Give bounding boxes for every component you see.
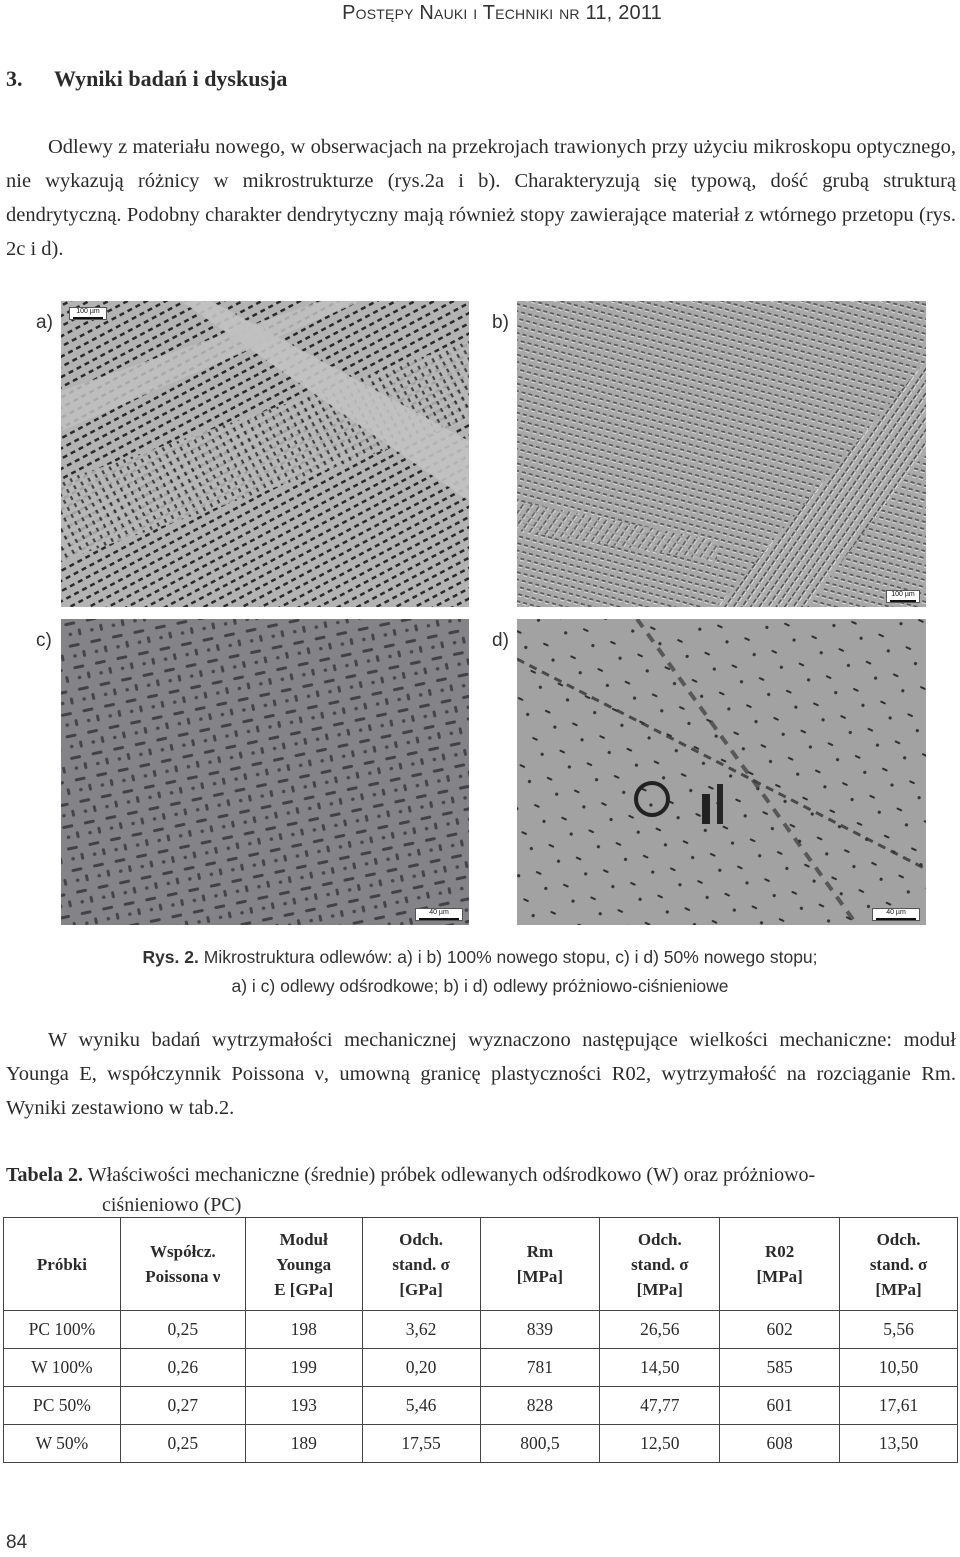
table-cell: 0,27 xyxy=(120,1387,245,1425)
column-header xyxy=(600,1218,720,1311)
panel-label-c: c) xyxy=(36,630,52,651)
table-cell: 10,50 xyxy=(840,1349,958,1387)
table-cell: 839 xyxy=(480,1311,600,1349)
table-cell: PC 100% xyxy=(4,1311,121,1349)
table-cell: 17,55 xyxy=(362,1425,480,1463)
panel-label-a: a) xyxy=(36,312,53,333)
table-cell: 189 xyxy=(245,1425,362,1463)
table-row xyxy=(4,1349,958,1387)
column-header-line: [MPa] xyxy=(875,1279,922,1299)
figure-caption xyxy=(0,943,960,1001)
table-cell: 0,25 xyxy=(120,1425,245,1463)
table-title-line-1: Właściwości mechaniczne (średnie) próbek odlewanych odśrodkowo (W) oraz próżniowo- xyxy=(87,1164,816,1186)
scale-bar-b xyxy=(886,590,920,603)
column-header xyxy=(840,1218,958,1311)
table-cell: 13,50 xyxy=(840,1425,958,1463)
table-cell: 14,50 xyxy=(600,1349,720,1387)
column-header xyxy=(245,1218,362,1311)
column-header xyxy=(480,1218,600,1311)
scale-bar-a-label: 100 µm xyxy=(76,308,100,315)
scale-bar-c-label: 40 µm xyxy=(429,909,449,916)
journal-issue: 11, 2011 xyxy=(585,2,662,24)
table-cell: 5,46 xyxy=(362,1387,480,1425)
column-header-line: Próbki xyxy=(36,1254,87,1274)
table-row xyxy=(4,1387,958,1425)
table-cell: 585 xyxy=(720,1349,840,1387)
table-cell: 26,56 xyxy=(600,1311,720,1349)
column-header-line: Odch. xyxy=(876,1229,921,1249)
column-header-line: stand. σ xyxy=(869,1254,928,1274)
table-cell: 828 xyxy=(480,1387,600,1425)
table-cell: W 50% xyxy=(4,1425,121,1463)
column-header-line: Younga xyxy=(276,1254,332,1274)
column-header-line: Poissona ν xyxy=(145,1267,221,1286)
table-cell: 0,25 xyxy=(120,1311,245,1349)
table-cell: 193 xyxy=(245,1387,362,1425)
column-header-line: R02 xyxy=(765,1242,795,1261)
table-cell: 17,61 xyxy=(840,1387,958,1425)
table-row xyxy=(4,1425,958,1463)
table-body xyxy=(4,1311,958,1463)
micrograph-c xyxy=(61,619,469,925)
column-header-line: Moduł xyxy=(279,1229,328,1249)
table-cell: PC 50% xyxy=(4,1387,121,1425)
table-row xyxy=(4,1311,958,1349)
table-cell: 12,50 xyxy=(600,1425,720,1463)
table-cell: 601 xyxy=(720,1387,840,1425)
column-header-line: [MPa] xyxy=(756,1267,803,1286)
table-cell: 0,26 xyxy=(120,1349,245,1387)
section-title: Wyniki badań i dyskusja xyxy=(54,66,288,91)
section-heading xyxy=(6,66,287,92)
table-cell: 608 xyxy=(720,1425,840,1463)
caption-label: Rys. 2. xyxy=(142,947,199,967)
scale-bar-c xyxy=(415,908,463,921)
column-header-line: stand. σ xyxy=(392,1254,450,1274)
column-header-line: [GPa] xyxy=(399,1279,443,1299)
table-label: Tabela 2. xyxy=(6,1164,84,1186)
panel-label-b: b) xyxy=(492,312,509,333)
table-header-row xyxy=(4,1218,958,1311)
micrograph-d xyxy=(517,619,926,925)
column-header xyxy=(4,1218,121,1311)
column-header-line: E [GPa] xyxy=(274,1279,334,1299)
table-cell: 0,20 xyxy=(362,1349,480,1387)
column-header xyxy=(362,1218,480,1311)
column-header-line: [MPa] xyxy=(516,1267,564,1286)
column-header-line: Odch. xyxy=(399,1229,444,1249)
scale-bar-a xyxy=(69,307,107,320)
column-header-line: Odch. xyxy=(637,1229,682,1249)
table-cell: 781 xyxy=(480,1349,600,1387)
properties-table xyxy=(3,1217,958,1463)
column-header-line: stand. σ xyxy=(631,1254,689,1274)
caption-line-2: a) i c) odlewy odśrodkowe; b) i d) odlewy próżniowo-ciśnieniowe xyxy=(231,976,729,996)
table-title xyxy=(6,1160,956,1220)
table-cell: 3,62 xyxy=(362,1311,480,1349)
journal-name: Postępy Nauki i Techniki nr xyxy=(342,2,580,24)
column-header-line: Rm xyxy=(526,1242,554,1261)
table-cell: 5,56 xyxy=(840,1311,958,1349)
paragraph-results: W wyniku badań wytrzymałości mechanicznej wyznaczono następujące wielkości mechaniczne: moduł Younga E, współczynnik Poissona ν, umowną granicę plastyczności R02, wytrzymałość na rozciąganie Rm. Wyniki zestawiono w tab.2. xyxy=(6,1029,956,1119)
micrograph-b xyxy=(517,301,926,607)
caption-line-1: Mikrostruktura odlewów: a) i b) 100% nowego stopu, c) i d) 50% nowego stopu; xyxy=(203,947,818,967)
table-title-line-2: ciśnieniowo (PC) xyxy=(102,1194,242,1216)
scale-bar-d-label: 40 µm xyxy=(886,909,906,916)
micrograph-a xyxy=(61,301,469,607)
scale-bar-b-label: 100 µm xyxy=(891,591,915,598)
column-header-line: [MPa] xyxy=(636,1279,683,1299)
column-header xyxy=(720,1218,840,1311)
column-header-line: Współcz. xyxy=(150,1242,216,1261)
column-header xyxy=(120,1218,245,1311)
table-cell: 198 xyxy=(245,1311,362,1349)
scale-bar-d xyxy=(872,908,920,921)
table-cell: 602 xyxy=(720,1311,840,1349)
page-number: 84 xyxy=(6,1532,28,1553)
paragraph-intro: Odlewy z materiału nowego, w obserwacjach na przekrojach trawionych przy użyciu mikroskopu optycznego, nie wykazują różnicy w mikrostrukturze (rys.2a i b). Charakteryzują się typową, dość grubą strukturą dendrytyczną. Podobny charakter dendrytyczny mają również stopy zawierające materiał z wtórnego przetopu (rys. 2c i d). xyxy=(6,136,956,260)
running-header xyxy=(342,2,662,25)
section-number: 3. xyxy=(6,66,23,91)
table-cell: W 100% xyxy=(4,1349,121,1387)
panel-label-d: d) xyxy=(492,630,509,651)
table-cell: 800,5 xyxy=(480,1425,600,1463)
table-cell: 47,77 xyxy=(600,1387,720,1425)
table-cell: 199 xyxy=(245,1349,362,1387)
